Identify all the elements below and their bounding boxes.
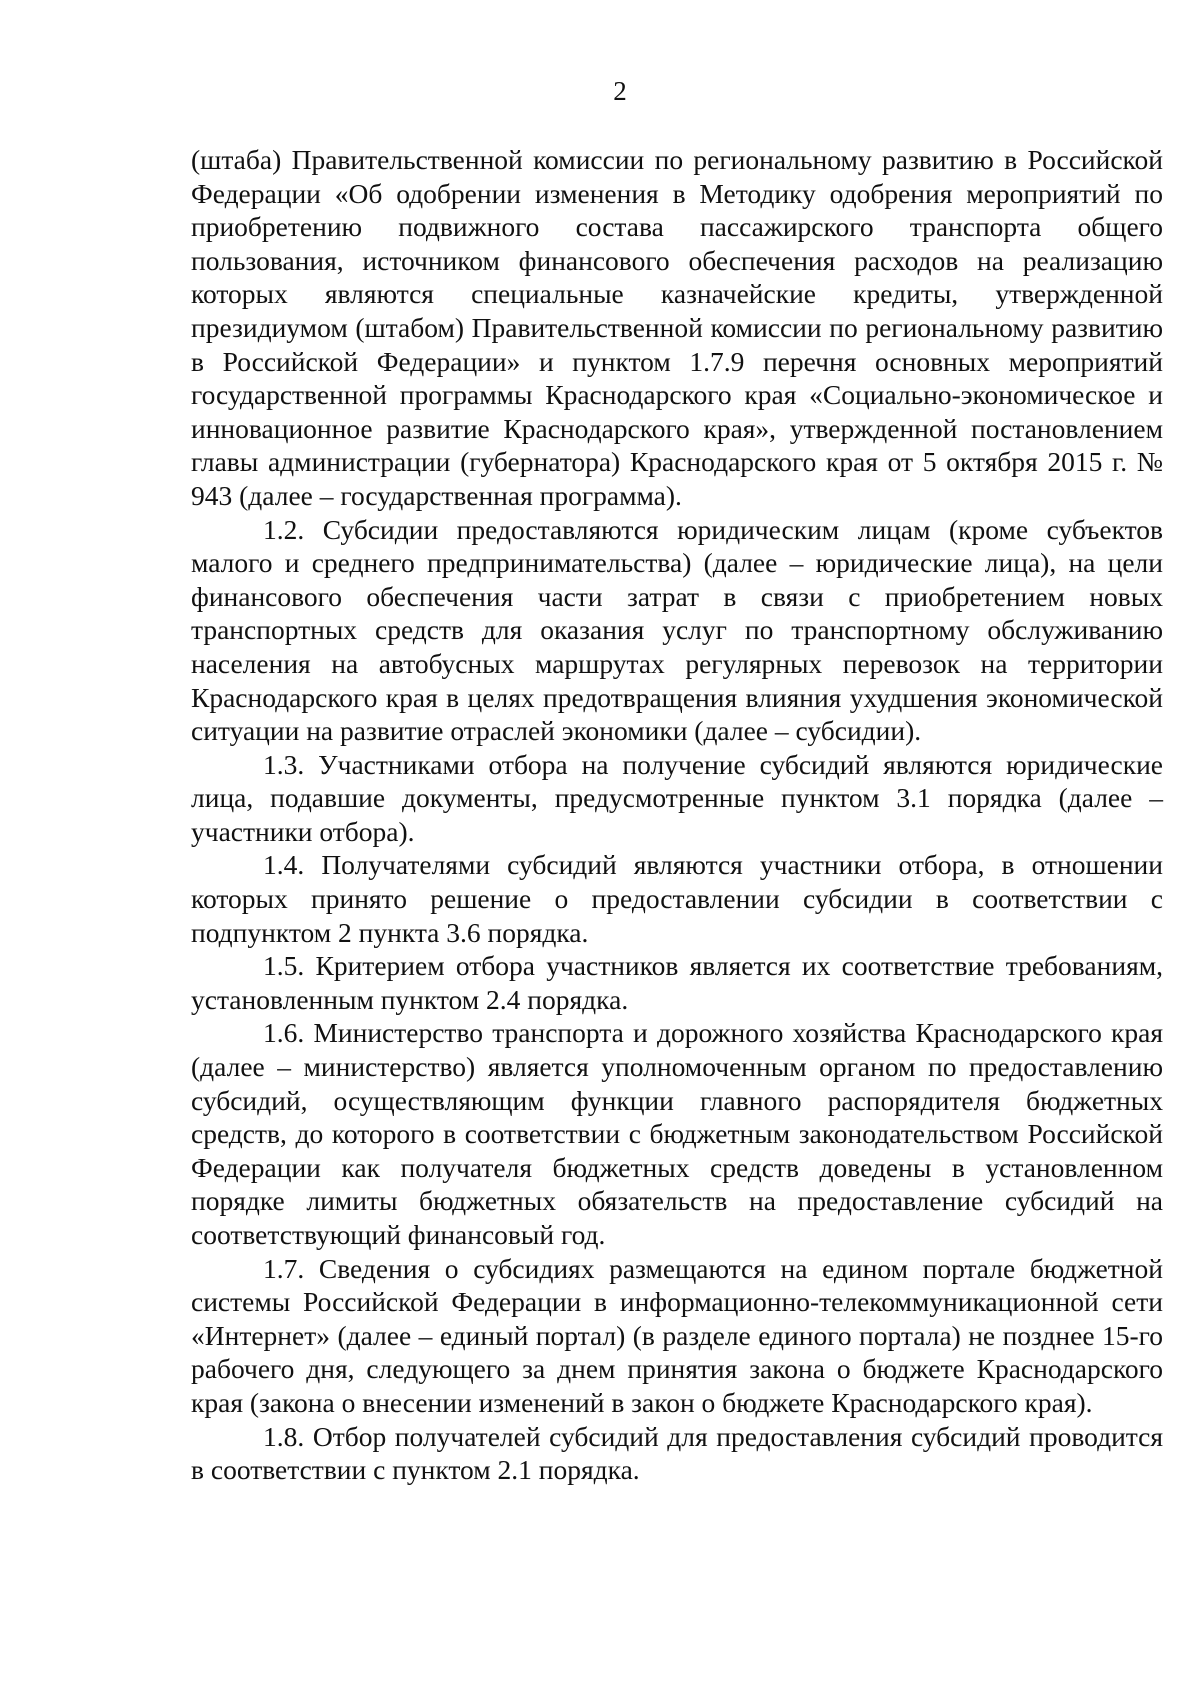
paragraph-1-5: 1.5. Критерием отбора участников является их соответствие требованиям, установленным пунктом 2.4 порядка. xyxy=(191,950,1163,1015)
paragraph-1-4: 1.4. Получателями субсидий являются участники отбора, в отношении которых принято решение о предоставлении субсидии в соответствии с подпунктом 2 пункта 3.6 порядка. xyxy=(191,849,1163,948)
page-number: 2 xyxy=(613,76,627,106)
document-body xyxy=(191,143,1163,1487)
paragraph-1-3: 1.3. Участниками отбора на получение субсидий являются юридические лица, подавшие документы, предусмотренные пунктом 3.1 порядка (далее – участники отбора). xyxy=(191,748,1163,847)
paragraph-1-8: 1.8. Отбор получателей субсидий для предоставления субсидий проводится в соответствии с пунктом 2.1 порядка. xyxy=(191,1420,1163,1486)
paragraph-1-6: 1.6. Министерство транспорта и дорожного хозяйства Краснодарского края (далее – министерство) является уполномоченным органом по предоставлению субсидий, осуществляющим функции главного распорядителя бюджетных средств, до которого в соответствии с бюджетным законодательством Российской Федерации как получателя бюджетных средств доведены в установленном порядке лимиты бюджетных обязательств на предоставление субсидий на соответствующий финансовый год. xyxy=(191,1017,1163,1250)
paragraph-1-2: 1.2. Субсидии предоставляются юридическим лицам (кроме субъектов малого и среднего предпринимательства) (далее – юридические лица), на цели финансового обеспечения части затрат в связи с приобретением новых транспортных средств для оказания услуг по транспортному обслуживанию населения на автобусных маршрутах регулярных перевозок на территории Краснодарского края в целях предотвращения влияния ухудшения экономической ситуации на развитие отраслей экономики (далее – субсидии). xyxy=(191,513,1163,747)
paragraph-1-7: 1.7. Сведения о субсидиях размещаются на едином портале бюджетной системы Российской Федерации в информационно-телекоммуникационной сети «Интернет» (далее – единый портал) (в разделе единого портала) не позднее 15-го рабочего дня, следующего за днем принятия закона о бюджете Краснодарского края (закона о внесении изменений в закон о бюджете Краснодарского края). xyxy=(191,1252,1163,1418)
paragraph-1-1-continuation: (штаба) Правительственной комиссии по региональному развитию в Российской Федерации «Об одобрении изменения в Методику одобрения мероприятий по приобретению подвижного состава пассажирского транспорта общего пользования, источником финансового обеспечения расходов на реализацию которых являются специальные казначейские кредиты, утвержденной президиумом (штабом) Правительственной комиссии по региональному развитию в Российской Федерации» и пунктом 1.7.9 перечня основных мероприятий государственной программы Краснодарского края «Социально-экономическое и инновационное развитие Краснодарского края», утвержденной постановлением главы администрации (губернатора) Краснодарского края от 5 октября 2015 г. № 943 (далее – государственная программа). xyxy=(191,144,1163,511)
